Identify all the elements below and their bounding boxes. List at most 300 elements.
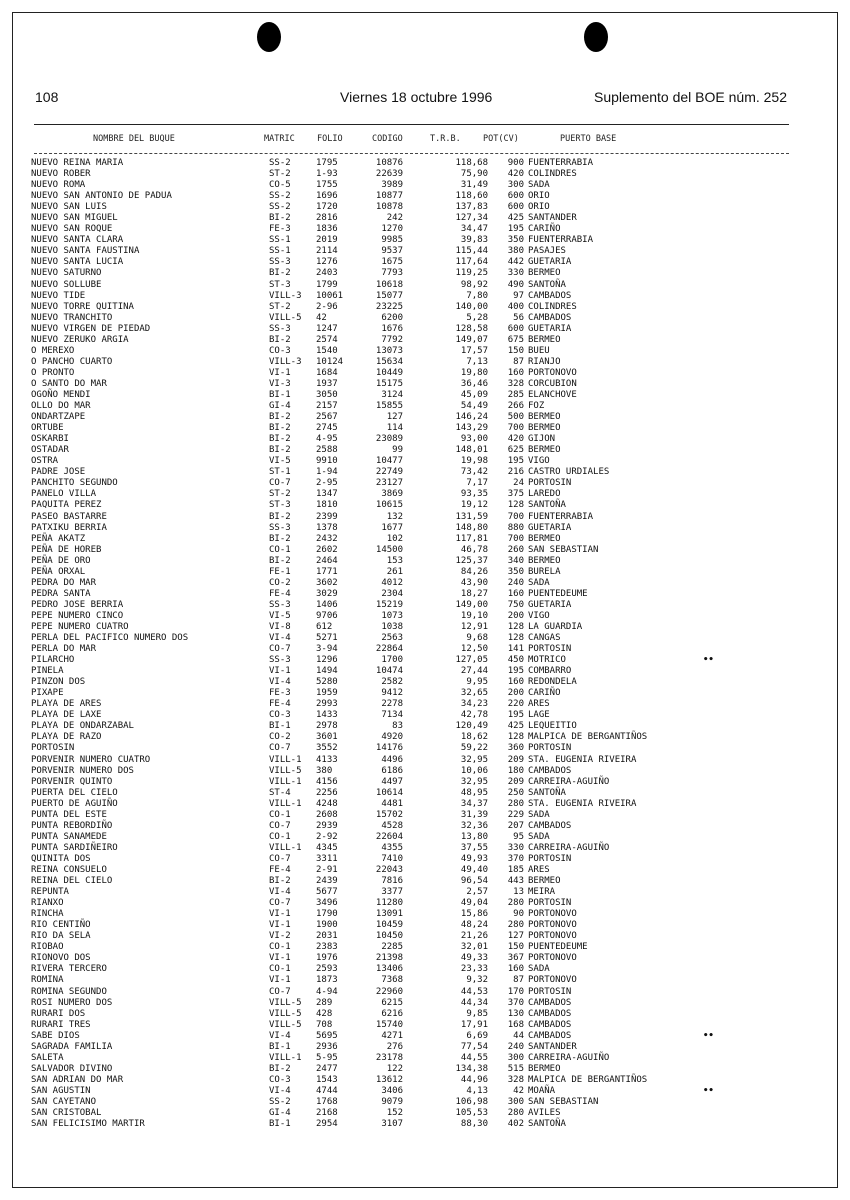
potencia: 700	[507, 511, 524, 522]
puerto-base: CARIÑO	[528, 224, 561, 235]
trb: 118,68	[455, 158, 488, 168]
puerto-base: PORTONOVO	[528, 975, 577, 986]
table-row	[0, 246, 850, 257]
codigo: 15077	[375, 290, 403, 301]
vessel-name: PERLA DO MAR	[31, 644, 97, 655]
matricula: VI-5	[269, 456, 291, 467]
potencia: 500	[507, 412, 524, 423]
potencia: 515	[507, 1063, 524, 1074]
table-row	[0, 268, 850, 279]
trb: 43,90	[460, 577, 488, 588]
table-row	[0, 534, 850, 545]
puerto-base: CARREIRA-AGUIÑO	[528, 776, 610, 787]
trb: 119,25	[455, 268, 488, 279]
vessel-name: PEDRA DO MAR	[31, 577, 97, 588]
trb: 32,65	[460, 688, 488, 699]
trb: 32,01	[460, 942, 488, 953]
trb: 21,26	[460, 931, 488, 942]
potencia: 350	[507, 235, 524, 246]
potencia: 350	[507, 566, 524, 577]
puerto-base: PUENTEDEUME	[528, 942, 588, 953]
puerto-base: STA. EUGENIA RIVEIRA	[528, 754, 637, 765]
codigo: 4528	[381, 820, 403, 831]
matricula: SS-3	[269, 522, 291, 533]
table-row	[0, 1064, 850, 1075]
folio: 1433	[316, 710, 338, 721]
matricula: VILL-5	[269, 1008, 302, 1019]
vessel-name: SAN ADRIAN DO MAR	[31, 1074, 124, 1085]
potencia: 340	[507, 555, 524, 566]
folio: 2019	[316, 235, 338, 246]
puerto-base: SAN SEBASTIAN	[528, 544, 599, 555]
vessel-name: O MEREXO	[31, 345, 75, 356]
table-row	[0, 688, 850, 699]
potencia: 195	[507, 456, 524, 467]
trb: 84,26	[460, 566, 488, 577]
codigo: 261	[386, 566, 403, 577]
codigo: 153	[386, 555, 403, 566]
puerto-base: CANGAS	[528, 633, 561, 644]
trb: 4,13	[466, 1085, 488, 1096]
potencia: 90	[513, 909, 524, 920]
codigo: 23178	[375, 1052, 403, 1063]
puerto-base: FUENTERRABIA	[528, 158, 594, 168]
codigo: 21398	[375, 953, 403, 964]
puerto-base: CORCUBION	[528, 378, 577, 389]
trb: 120,49	[455, 721, 488, 732]
vessel-list	[0, 158, 850, 1130]
potencia: 127	[507, 931, 524, 942]
matricula: BI-1	[269, 1119, 291, 1130]
vessel-name: PORVENIR NUMERO CUATRO	[31, 754, 151, 765]
matricula: CO-1	[269, 964, 291, 975]
codigo: 7816	[381, 876, 403, 887]
page-number: 108	[35, 89, 59, 105]
col-folio-header: FOLIO	[317, 134, 343, 144]
vessel-name: NUEVO SANTA LUCIA	[31, 257, 124, 268]
puerto-base: PORTONOVO	[528, 909, 577, 920]
trb: 19,10	[460, 610, 488, 621]
folio: 3552	[316, 743, 338, 754]
matricula: CO-2	[269, 732, 291, 743]
trb: 39,83	[460, 235, 488, 246]
potencia: 700	[507, 423, 524, 434]
vessel-name: PASEO BASTARRE	[31, 511, 107, 522]
folio: 9706	[316, 610, 338, 621]
matricula: FE-3	[269, 688, 291, 699]
puerto-base: GIJON	[528, 434, 556, 445]
trb: 18,27	[460, 588, 488, 599]
bulletin-title: Suplemento del BOE núm. 252	[593, 89, 787, 105]
puerto-base: PORTOSIN	[528, 986, 572, 997]
table-row	[0, 1042, 850, 1053]
codigo: 13612	[375, 1074, 403, 1085]
puerto-base: CARREIRA-AGUIÑO	[528, 1052, 610, 1063]
vessel-name: OSTRA	[31, 456, 59, 467]
puerto-base: SANTOÑA	[528, 787, 566, 798]
table-row	[0, 942, 850, 953]
trb: 48,24	[460, 920, 488, 931]
matricula: BI-1	[269, 1041, 291, 1052]
vessel-name: PANCHITO SEGUNDO	[31, 478, 118, 489]
vessel-name: PIXAPE	[31, 688, 64, 699]
folio: 2-92	[316, 831, 338, 842]
vessel-name: PATXIKU BERRIA	[31, 522, 107, 533]
column-headers	[0, 134, 850, 146]
potencia: 370	[507, 853, 524, 864]
matricula: SS-1	[269, 246, 291, 257]
potencia: 425	[507, 213, 524, 224]
folio: 1247	[316, 323, 338, 334]
codigo: 127	[386, 412, 403, 423]
folio: 5280	[316, 677, 338, 688]
trb: 115,44	[455, 246, 488, 257]
codigo: 99	[392, 445, 403, 456]
matricula: CO-1	[269, 544, 291, 555]
matricula: FE-4	[269, 588, 291, 599]
table-row	[0, 854, 850, 865]
potencia: 97	[513, 290, 524, 301]
codigo: 4355	[381, 842, 403, 853]
trb: 2,57	[466, 887, 488, 898]
vessel-name: SALETA	[31, 1052, 64, 1063]
trb: 17,91	[460, 1019, 488, 1030]
puerto-base: CAMBADOS	[528, 997, 572, 1008]
potencia: 370	[507, 997, 524, 1008]
trb: 93,00	[460, 434, 488, 445]
vessel-name: NUEVO TIDE	[31, 290, 86, 301]
codigo: 15740	[375, 1019, 403, 1030]
codigo: 10618	[375, 279, 403, 290]
table-row	[0, 235, 850, 246]
vessel-name: PUNTA DEL ESTE	[31, 809, 107, 820]
matricula: VI-5	[269, 610, 291, 621]
table-row	[0, 589, 850, 600]
folio: 4345	[316, 842, 338, 853]
vessel-name: RIO CENTIÑO	[31, 920, 91, 931]
table-row	[0, 456, 850, 467]
puerto-base: SAN SEBASTIAN	[528, 1096, 599, 1107]
matricula: GI-4	[269, 401, 291, 412]
puerto-base: ARES	[528, 865, 550, 875]
puerto-base: SADA	[528, 964, 550, 975]
trb: 96,54	[460, 876, 488, 887]
potencia: 200	[507, 688, 524, 699]
codigo: 23225	[375, 301, 403, 312]
codigo: 13073	[375, 345, 403, 356]
codigo: 2304	[381, 588, 403, 599]
table-row	[0, 998, 850, 1009]
folio: 1720	[316, 202, 338, 213]
vessel-name: PEÑA DE ORO	[31, 555, 91, 566]
puerto-base: REDONDELA	[528, 677, 577, 688]
matricula: BI-1	[269, 389, 291, 400]
codigo: 1676	[381, 323, 403, 334]
folio: 5-95	[316, 1052, 338, 1063]
trb: 34,47	[460, 224, 488, 235]
codigo: 1700	[381, 655, 403, 666]
vessel-name: PORTOSIN	[31, 743, 75, 754]
table-row	[0, 677, 850, 688]
table-row	[0, 1108, 850, 1119]
table-row	[0, 755, 850, 766]
potencia: 285	[507, 389, 524, 400]
trb: 46,78	[460, 544, 488, 555]
puerto-base: COMBARRO	[528, 666, 572, 677]
puerto-base: PORTONOVO	[528, 931, 577, 942]
puerto-base: BERMEO	[528, 555, 561, 566]
table-row	[0, 1097, 850, 1108]
puerto-base: RIANJO	[528, 356, 561, 367]
potencia: 367	[507, 953, 524, 964]
puerto-base: BERMEO	[528, 876, 561, 887]
vessel-name: NUEVO VIRGEN DE PIEDAD	[31, 323, 151, 334]
potencia: 880	[507, 522, 524, 533]
matricula: BI-2	[269, 445, 291, 456]
puerto-base: BUEU	[528, 345, 550, 356]
matricula: CO-7	[269, 986, 291, 997]
folio: 1684	[316, 367, 338, 378]
puerto-base: CAMBADOS	[528, 1019, 572, 1030]
codigo: 22749	[375, 467, 403, 478]
matricula: CO-1	[269, 942, 291, 953]
folio: 2031	[316, 931, 338, 942]
folio: 4156	[316, 776, 338, 787]
table-row	[0, 611, 850, 622]
codigo: 3124	[381, 389, 403, 400]
matricula: BI-2	[269, 268, 291, 279]
potencia: 260	[507, 544, 524, 555]
potencia: 150	[507, 942, 524, 953]
vessel-name: NUEVO SANTA FAUSTINA	[31, 246, 140, 257]
trb: 140,00	[455, 301, 488, 312]
vessel-name: ROMINA SEGUNDO	[31, 986, 107, 997]
vessel-name: NUEVO SAN LUIS	[31, 202, 107, 213]
folio: 1406	[316, 599, 338, 610]
trb: 12,91	[460, 621, 488, 632]
vessel-name: PUERTO DE AGUIÑO	[31, 798, 118, 809]
matricula: ST-3	[269, 500, 291, 511]
puerto-base: BERMEO	[528, 334, 561, 345]
vessel-name: RIONOVO DOS	[31, 953, 91, 964]
potencia: 240	[507, 1041, 524, 1052]
puerto-base: SANTOÑA	[528, 279, 566, 290]
trb: 9,32	[466, 975, 488, 986]
table-row	[0, 202, 850, 213]
matricula: CO-1	[269, 831, 291, 842]
matricula: FE-4	[269, 699, 291, 710]
table-row	[0, 434, 850, 445]
potencia: 128	[507, 621, 524, 632]
potencia: 128	[507, 500, 524, 511]
vessel-name: NUEVO ZERUKO ARGIA	[31, 334, 129, 345]
folio: 2954	[316, 1119, 338, 1130]
folio: 1-93	[316, 169, 338, 180]
trb: 44,55	[460, 1052, 488, 1063]
folio: 380	[316, 765, 333, 776]
matricula: CO-3	[269, 710, 291, 721]
folio: 1276	[316, 257, 338, 268]
folio: 2168	[316, 1108, 338, 1119]
col-trb-header: T.R.B.	[430, 134, 461, 144]
vessel-name: PLAYA DE LAXE	[31, 710, 102, 721]
trb: 19,80	[460, 367, 488, 378]
potencia: 13	[513, 887, 524, 898]
codigo: 22043	[375, 865, 403, 875]
matricula: CO-7	[269, 853, 291, 864]
trb: 148,80	[455, 522, 488, 533]
puerto-base: CAMBADOS	[528, 1030, 572, 1041]
potencia: 24	[513, 478, 524, 489]
folio: 3602	[316, 577, 338, 588]
codigo: 10614	[375, 787, 403, 798]
trb: 13,80	[460, 831, 488, 842]
folio: 2816	[316, 213, 338, 224]
puerto-base: MALPICA DE BERGANTIÑOS	[528, 732, 648, 743]
vessel-name: OGOÑO MENDI	[31, 389, 91, 400]
codigo: 6200	[381, 312, 403, 323]
table-row	[0, 467, 850, 478]
table-row	[0, 500, 850, 511]
vessel-name: PEPE NUMERO CINCO	[31, 610, 124, 621]
trb: 15,86	[460, 909, 488, 920]
matricula: VI-4	[269, 887, 291, 898]
vessel-name: PORVENIR QUINTO	[31, 776, 113, 787]
matricula: CO-7	[269, 743, 291, 754]
trb: 19,12	[460, 500, 488, 511]
folio: 1-94	[316, 467, 338, 478]
potencia: 200	[507, 610, 524, 621]
potencia: 240	[507, 577, 524, 588]
table-row	[0, 280, 850, 291]
puerto-base: MOTRICO	[528, 655, 566, 666]
codigo: 6216	[381, 1008, 403, 1019]
table-row	[0, 169, 850, 180]
potencia: 328	[507, 378, 524, 389]
trb: 131,59	[455, 511, 488, 522]
puerto-base: SANTANDER	[528, 213, 577, 224]
codigo: 2278	[381, 699, 403, 710]
vessel-name: O PRONTO	[31, 367, 75, 378]
folio: 2978	[316, 721, 338, 732]
puerto-base: PORTONOVO	[528, 953, 577, 964]
puerto-base: SADA	[528, 831, 550, 842]
potencia: 300	[507, 180, 524, 191]
matricula: VI-1	[269, 367, 291, 378]
folio: 2432	[316, 533, 338, 544]
puerto-base: GUETARIA	[528, 323, 572, 334]
folio: 612	[316, 621, 333, 632]
folio: 3601	[316, 732, 338, 743]
codigo: 242	[386, 213, 403, 224]
codigo: 4496	[381, 754, 403, 765]
trb: 42,78	[460, 710, 488, 721]
potencia: 360	[507, 743, 524, 754]
trb: 31,39	[460, 809, 488, 820]
matricula: ST-2	[269, 301, 291, 312]
matricula: VI-4	[269, 677, 291, 688]
matricula: FE-1	[269, 566, 291, 577]
vessel-name: QUINITA DOS	[31, 853, 91, 864]
folio: 2383	[316, 942, 338, 953]
folio: 5271	[316, 633, 338, 644]
table-row	[0, 887, 850, 898]
table-row	[0, 920, 850, 931]
potencia: 87	[513, 356, 524, 367]
puerto-base: BERMEO	[528, 423, 561, 434]
vessel-name: PERLA DEL PACIFICO NUMERO DOS	[31, 633, 189, 644]
potencia: 380	[507, 246, 524, 257]
matricula: VI-1	[269, 975, 291, 986]
vessel-name: PUNTA REBORDIÑO	[31, 820, 113, 831]
matricula: VI-1	[269, 920, 291, 931]
codigo: 1675	[381, 257, 403, 268]
col-matric-header: MATRIC	[264, 134, 295, 144]
folio: 10061	[316, 290, 344, 301]
vessel-name: PEDRA SANTA	[31, 588, 91, 599]
codigo: 9412	[381, 688, 403, 699]
punch-hole-right	[584, 22, 608, 52]
trb: 59,22	[460, 743, 488, 754]
trb: 77,54	[460, 1041, 488, 1052]
potencia: 150	[507, 345, 524, 356]
matricula: VI-3	[269, 378, 291, 389]
potencia: 160	[507, 677, 524, 688]
table-row	[0, 644, 850, 655]
codigo: 7793	[381, 268, 403, 279]
puerto-base: ARES	[528, 699, 550, 710]
matricula: FE-3	[269, 224, 291, 235]
puerto-base: LAREDO	[528, 489, 561, 500]
codigo: 2563	[381, 633, 403, 644]
potencia: 141	[507, 644, 524, 655]
codigo: 10450	[375, 931, 403, 942]
puerto-base: PORTONOVO	[528, 367, 577, 378]
puerto-base: PORTOSIN	[528, 853, 572, 864]
potencia: 625	[507, 445, 524, 456]
puerto-base: COLINDRES	[528, 169, 577, 180]
folio: 2593	[316, 964, 338, 975]
col-puerto-header: PUERTO BASE	[560, 134, 617, 144]
puerto-base: ELANCHOVE	[528, 389, 577, 400]
trb: 32,95	[460, 754, 488, 765]
trb: 34,23	[460, 699, 488, 710]
matricula: BI-1	[269, 721, 291, 732]
folio: 1790	[316, 909, 338, 920]
potencia: 375	[507, 489, 524, 500]
matricula: SS-3	[269, 599, 291, 610]
potencia: 300	[507, 1096, 524, 1107]
codigo: 15219	[375, 599, 403, 610]
vessel-name: PEÑA ORXAL	[31, 566, 86, 577]
potencia: 442	[507, 257, 524, 268]
vessel-name: PLAYA DE ONDARZABAL	[31, 721, 134, 732]
matricula: ST-3	[269, 279, 291, 290]
codigo: 15855	[375, 401, 403, 412]
matricula: VI-1	[269, 666, 291, 677]
folio: 1810	[316, 500, 338, 511]
codigo: 2285	[381, 942, 403, 953]
trb: 44,34	[460, 997, 488, 1008]
vessel-name: ROMINA	[31, 975, 64, 986]
folio: 428	[316, 1008, 333, 1019]
matricula: VI-4	[269, 1030, 291, 1041]
folio: 708	[316, 1019, 333, 1030]
potencia: 900	[507, 158, 524, 168]
codigo: 9079	[381, 1096, 403, 1107]
folio: 2939	[316, 820, 338, 831]
vessel-name: SAN FELICISIMO MARTIR	[31, 1119, 145, 1130]
